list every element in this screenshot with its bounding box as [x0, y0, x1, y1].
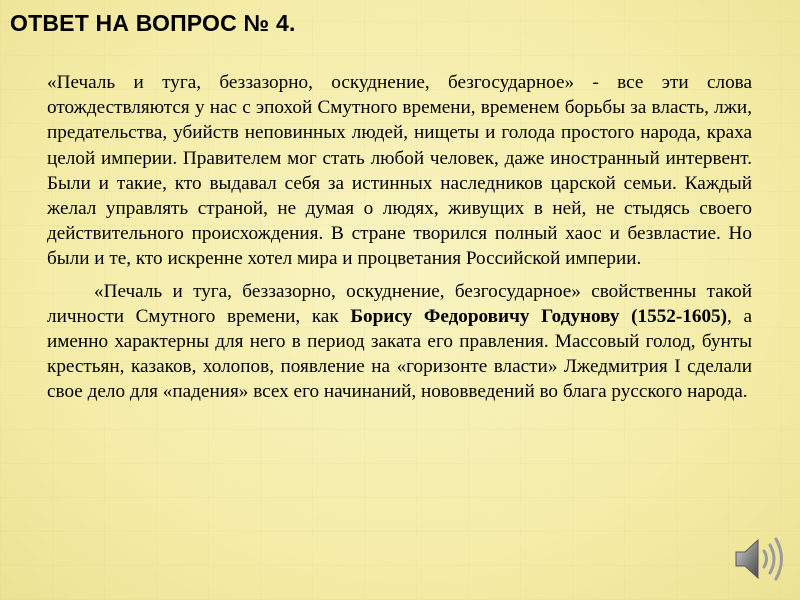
paragraph-second-intro: «Печаль и туга, беззазорно, оскуднение, безгосударное» свойственны такой личности Смутного времени, как	[47, 280, 752, 327]
paragraph-first: «Печаль и туга, беззазорно, оскуднение, безгосударное» - все эти слова отождествляются у нас с эпохой Смутного времени, временем борьбы за власть, лжи, предательства, убийств неповинных людей, нищеты и голода простого народа, краха целой империи. Правителем мог стать любой человек, даже иностранный интервент. Были и такие, кто выдавал себя за истинных наследников царской семьи. Каждый желал управлять страной, не думая о людях, живущих в ней, не стыдясь своего действительного происхождения. В стране творился полный хаос и безвластие. Но были и те, кто искренне хотел мира и процветания Российской империи.	[47, 72, 752, 270]
paragraph-second	[47, 279, 752, 405]
person-name: Борису Федоровичу Годунову	[350, 305, 620, 327]
slide-body	[47, 70, 752, 405]
paragraph-second-rest: , а именно характерны для него в период заката его правления. Массовый голод, бунты крестьян, казаков, холопов, появление на «горизонте власти» Лжедмитрия I сделали свое дело для «падения» всех его начинаний, нововведений во блага русского народа.	[47, 305, 752, 403]
slide-title: ОТВЕТ НА ВОПРОС № 4.	[10, 10, 296, 36]
person-years: (1552-1605)	[631, 305, 728, 327]
speaker-icon[interactable]	[732, 534, 786, 584]
